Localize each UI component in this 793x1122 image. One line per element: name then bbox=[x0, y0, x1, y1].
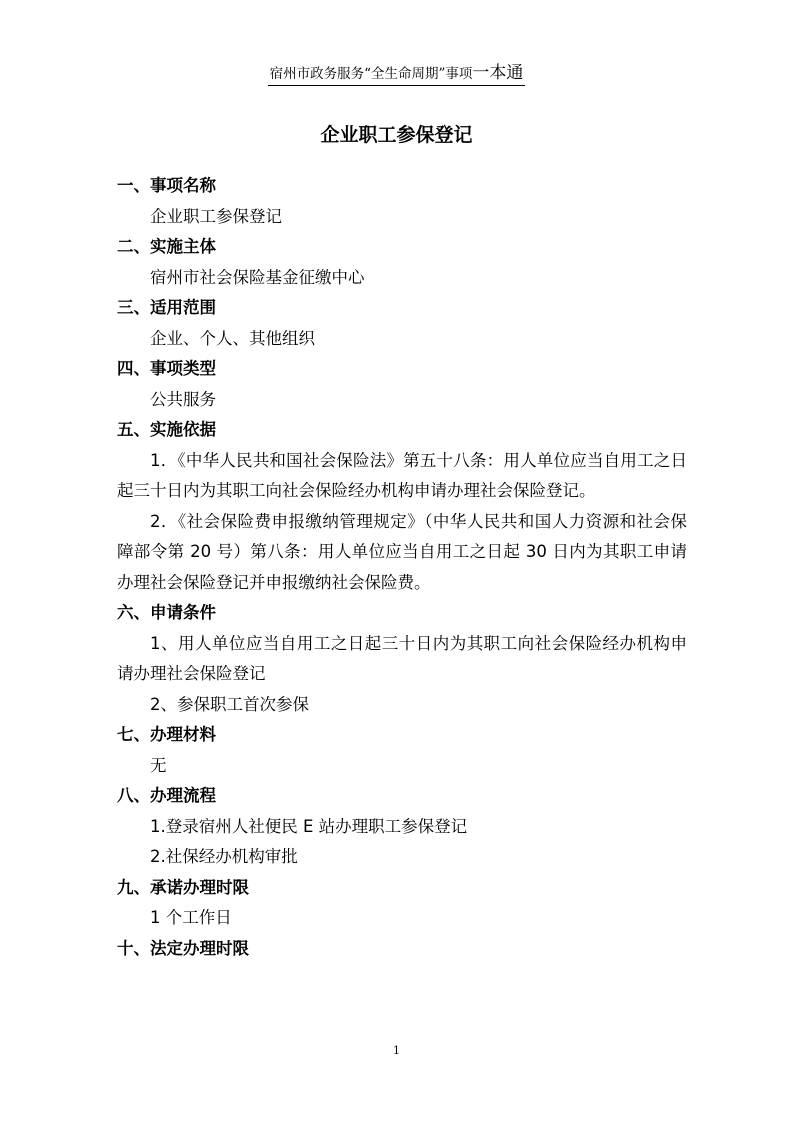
section-heading-7: 七、办理材料 bbox=[117, 725, 216, 744]
legal-basis-paragraph-1: 1．《中华人民共和国社会保险法》第五十八条：用人单位应当自用工之日起三十日内为其职工向社会保险经办机构申请办理社会保险登记。 bbox=[117, 450, 687, 500]
header-big-text: 一本通 bbox=[472, 63, 524, 83]
process-step-2: 2.社保经办机构审批 bbox=[150, 847, 298, 866]
section-heading-10: 十、法定办理时限 bbox=[117, 938, 249, 958]
page-header bbox=[0, 58, 793, 86]
legal-basis-paragraph-2: 2．《社会保险费申报缴纳管理规定》（中华人民共和国人力资源和社会保障部令第 20 号）第八条：用人单位应当自用工之日起 30 日内为其职工申请办理社会保险登记并申报缴纳社会保险费。 bbox=[117, 511, 687, 592]
promised-time-limit-text: 1 个工作日 bbox=[150, 908, 232, 927]
implementing-body-text: 宿州市社会保险基金征缴中心 bbox=[150, 267, 365, 287]
section-heading-1: 一、事项名称 bbox=[117, 176, 216, 195]
section-heading-9: 九、承诺办理时限 bbox=[117, 877, 249, 897]
page-number: 1 bbox=[393, 1044, 400, 1057]
item-type-text: 公共服务 bbox=[150, 389, 216, 409]
scope-text: 企业、个人、其他组织 bbox=[150, 328, 315, 348]
section-heading-4: 四、事项类型 bbox=[117, 359, 216, 378]
header-text: 宿州市政务服务“全生命周期”事项 bbox=[269, 66, 473, 82]
process-step-1: 1.登录宿州人社便民 E 站办理职工参保登记 bbox=[150, 816, 468, 836]
section-heading-2: 二、实施主体 bbox=[117, 237, 216, 256]
section-heading-5: 五、实施依据 bbox=[117, 420, 216, 439]
document-title: 企业职工参保登记 bbox=[320, 124, 473, 146]
section-heading-3: 三、适用范围 bbox=[117, 298, 216, 317]
materials-text: 无 bbox=[150, 755, 167, 775]
condition-paragraph-2: 2、参保职工首次参保 bbox=[150, 694, 309, 714]
document-body bbox=[117, 171, 687, 964]
section-heading-8: 八、办理流程 bbox=[117, 786, 216, 805]
section-heading-6: 六、申请条件 bbox=[117, 603, 216, 622]
condition-paragraph-1: 1、用人单位应当自用工之日起三十日内为其职工向社会保险经办机构申请办理社会保险登记 bbox=[117, 633, 687, 683]
header-underlined-text bbox=[268, 58, 526, 86]
item-name-text: 企业职工参保登记 bbox=[150, 206, 282, 226]
